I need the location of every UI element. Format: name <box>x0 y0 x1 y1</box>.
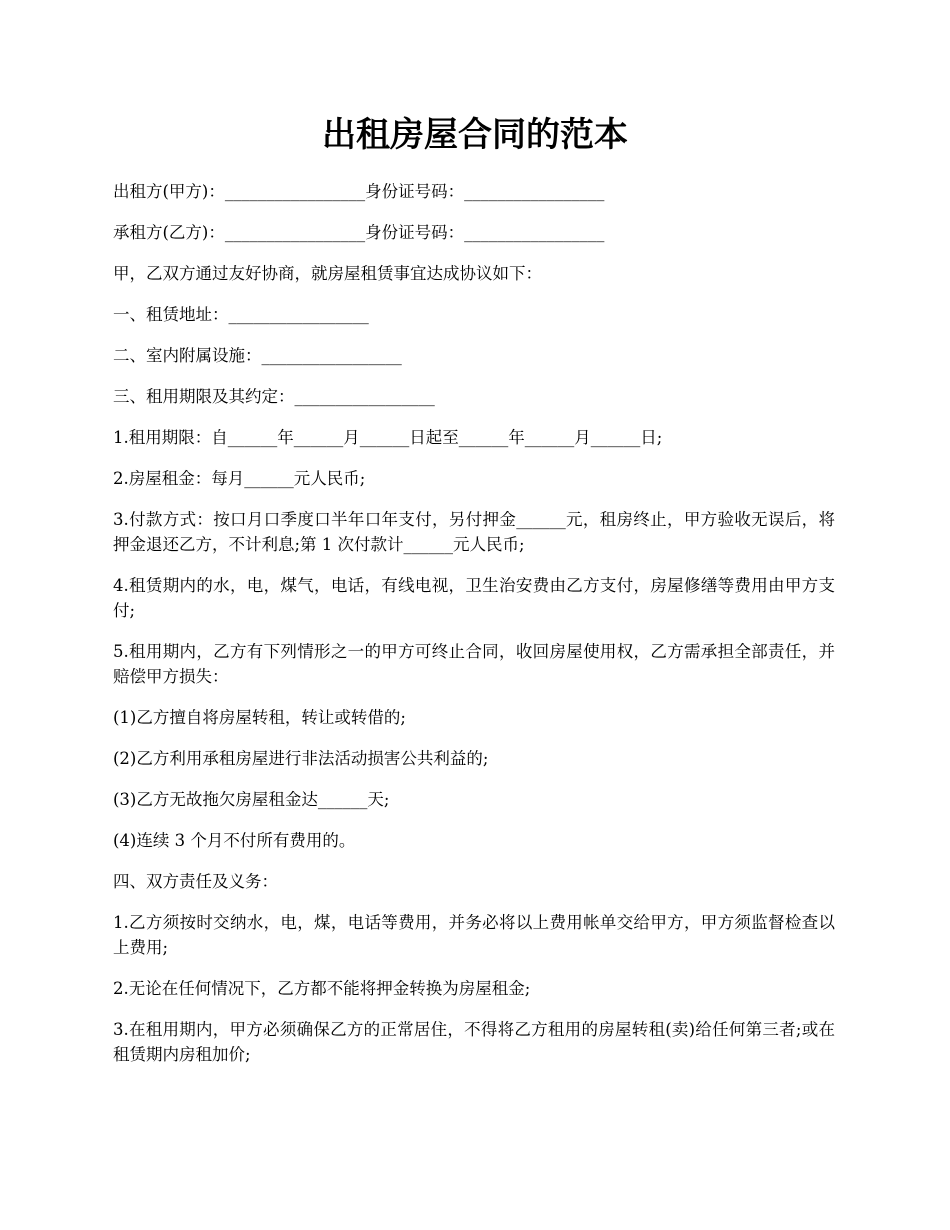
termination-item-3: (3)乙方无故拖欠房屋租金达______天; <box>113 790 390 809</box>
section-4-responsibilities-heading: 四、双方责任及义务： <box>113 872 278 891</box>
section-3-term-heading: 三、租用期限及其约定：_________________ <box>113 387 435 406</box>
responsibility-2: 2.无论在任何情况下，乙方都不能将押金转换为房屋租金; <box>113 979 531 998</box>
termination-item-1: (1)乙方擅自将房屋转租，转让或转借的; <box>113 708 406 727</box>
termination-item-2: (2)乙方利用承租房屋进行非法活动损害公共利益的; <box>113 749 489 768</box>
clause-utilities: 4.租赁期内的水，电，煤气，电话，有线电视，卫生治安费由乙方支付，房屋修缮等费用由甲方支付; <box>113 576 835 620</box>
party-b-line: 承租方(乙方)：_________________身份证号码：_________________ <box>113 223 605 242</box>
clause-rent: 2.房屋租金：每月______元人民币; <box>113 469 366 488</box>
responsibility-3: 3.在租用期内，甲方必须确保乙方的正常居住，不得将乙方租用的房屋转租(卖)给任何第三者;或在租赁期内房租加价; <box>113 1020 835 1064</box>
document-title: 出租房屋合同的范本 <box>322 115 628 155</box>
responsibility-1: 1.乙方须按时交纳水，电，煤，电话等费用，并务必将以上费用帐单交给甲方，甲方须监督检查以上费用; <box>113 913 835 957</box>
section-1-lease-address: 一、租赁地址：_________________ <box>113 305 369 324</box>
clause-payment: 3.付款方式：按口月口季度口半年口年支付，另付押金______元，租房终止，甲方验收无误后，将押金退还乙方，不计利息;第 1 次付款计______元人民币; <box>113 510 835 554</box>
clause-lease-term: 1.租用期限：自______年______月______日起至______年______月______日; <box>113 428 663 447</box>
termination-item-4: (4)连续 3 个月不付所有费用的。 <box>113 831 356 850</box>
section-2-facilities: 二、室内附属设施：_________________ <box>113 346 402 365</box>
clause-termination: 5.租用期内，乙方有下列情形之一的甲方可终止合同，收回房屋使用权，乙方需承担全部责任，并赔偿甲方损失： <box>113 642 835 686</box>
agreement-intro: 甲，乙双方通过友好协商，就房屋租赁事宜达成协议如下： <box>113 264 542 283</box>
party-a-line: 出租方(甲方)：_________________身份证号码：_________________ <box>113 182 605 201</box>
document-body <box>113 179 835 1083</box>
